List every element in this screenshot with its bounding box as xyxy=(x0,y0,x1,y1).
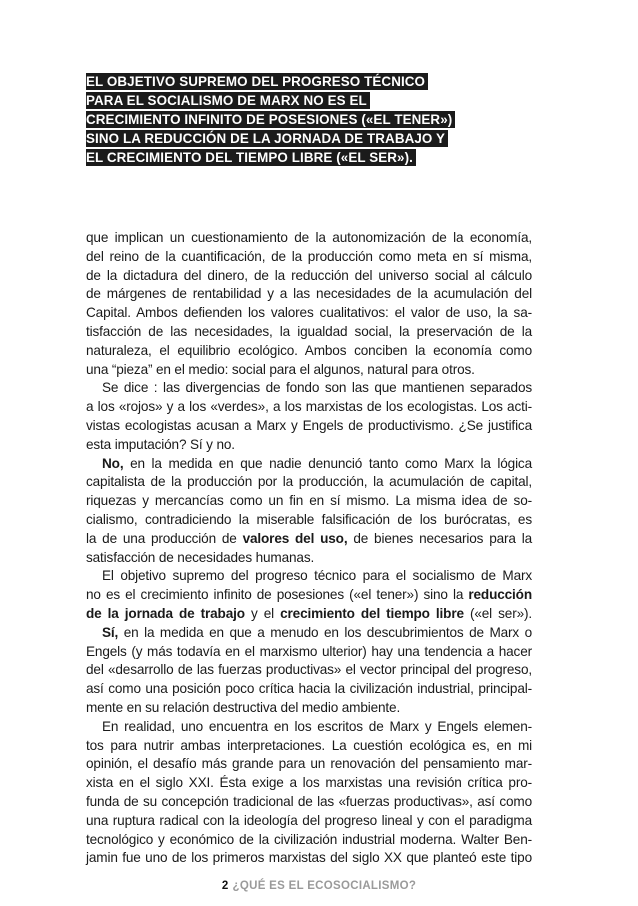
text-line: capitalista de la producción por la producción, la acumulación de capital, xyxy=(86,474,532,490)
text-line: una “pieza” en el medio: social para el algunos, natural para otros. xyxy=(86,361,475,377)
page-footer xyxy=(0,880,638,892)
text-line: Capital. Ambos defienden los valores cualitativos: el valor de uso, la sa- xyxy=(86,305,532,321)
text-line: la de una producción de valores del uso, de bienes necesarios para la xyxy=(86,530,532,546)
text-line: cialismo, contradiciendo la miserable falsificación de los burócratas, es xyxy=(86,511,532,527)
text-line: El objetivo supremo del progreso técnico para el socialismo de Marx xyxy=(102,568,532,584)
text-line: no es el crecimiento infinito de posesiones («el tener») sino la reducción xyxy=(86,587,532,603)
text-line: riquezas y mercancías como un fin en sí mismo. La misma idea de so- xyxy=(86,493,532,509)
text-line: de márgenes de rentabilidad y a las necesidades de la acumulación del xyxy=(86,286,532,302)
page-number: 2 xyxy=(221,880,229,892)
text-line: naturaleza, el equilibrio ecológico. Ambos conciben la economía como xyxy=(86,342,532,358)
running-title: ¿QUÉ ES EL ECOSOCIALISMO? xyxy=(232,880,417,892)
text-line: Se dice : las divergencias de fondo son las que mantienen separados xyxy=(102,380,532,396)
text-line: tisfacción de las necesidades, la igualdad social, la preservación de la xyxy=(86,323,532,339)
pull-quote-line: SINO LA REDUCCIÓN DE LA JORNADA DE TRABAJO Y xyxy=(86,130,448,147)
text-line: tos para nutrir ambas interpretaciones. La cuestión ecológica es, en mi xyxy=(86,737,532,753)
text-line: mente en su relación destructiva del medio ambiente. xyxy=(86,699,401,715)
pull-quote-line: EL CRECIMIENTO DEL TIEMPO LIBRE («EL SER»). xyxy=(86,149,416,166)
text-line: Engels (y más todavía en el marxismo ulterior) hay una tendencia a hacer xyxy=(86,643,532,659)
pull-quote-line: PARA EL SOCIALISMO DE MARX NO ES EL xyxy=(86,92,370,109)
text-line: En realidad, uno encuentra en los escritos de Marx y Engels elemen- xyxy=(102,718,532,734)
text-line: xista en el siglo XXI. Ésta exige a los marxistas una revisión crítica pro- xyxy=(86,775,532,791)
pull-quote-line: EL OBJETIVO SUPREMO DEL PROGRESO TÉCNICO xyxy=(86,73,428,90)
text-line: No, en la medida en que nadie denunció tanto como Marx la lógica xyxy=(102,455,532,471)
text-line: opinión, el desafío más grande para un renovación del pensamiento mar- xyxy=(86,756,532,772)
text-line: tecnológico y económico de la civilización industrial moderna. Walter Ben- xyxy=(86,831,532,847)
text-line: que implican un cuestionamiento de la autonomización de la economía, xyxy=(86,230,532,245)
text-line: de la dictadura del dinero, de la reducción del universo social al cálculo xyxy=(86,267,532,283)
text-line: del «desarrollo de las fuerzas productivas» el vector principal del progreso, xyxy=(86,662,532,678)
text-line: de la jornada de trabajo y el crecimiento del tiempo libre («el ser»). xyxy=(86,605,533,621)
bold-reduccion: reducción xyxy=(468,587,532,603)
bold-valores-del-uso: valores del uso, xyxy=(242,530,348,546)
pull-quote-line: CRECIMIENTO INFINITO DE POSESIONES («EL TENER») xyxy=(86,111,455,128)
bold-jornada: de la jornada de trabajo xyxy=(86,605,245,621)
text-line: vistas ecologistas acusan a Marx y Engels de productivismo. ¿Se justifica xyxy=(86,417,532,433)
bold-si: Sí, xyxy=(102,624,119,640)
body-text xyxy=(86,229,532,868)
text-line: del reino de la cuantificación, de la producción como meta en sí misma, xyxy=(86,248,532,264)
bold-no: No, xyxy=(102,455,124,471)
pull-quote xyxy=(86,73,506,168)
bold-tiempo-libre: crecimiento del tiempo libre xyxy=(280,605,464,621)
text-line: así como una posición poco crítica hacia la civilización industrial, principal- xyxy=(86,681,532,697)
text-line: funda de su concepción tradicional de las «fuerzas productivas», así como xyxy=(86,793,532,809)
text-line: jamin fue uno de los primeros marxistas del siglo XX que planteó este tipo xyxy=(86,850,532,866)
text-line: Sí, en la medida en que a menudo en los descubrimientos de Marx o xyxy=(102,624,532,640)
text-line: una ruptura radical con la ideología del progreso lineal y con el paradigma xyxy=(86,812,532,828)
text-line: satisfacción de necesidades humanas. xyxy=(86,549,315,565)
text-line: a los «rojos» y a los «verdes», a los marxistas de los ecologistas. Los acti- xyxy=(86,399,532,415)
text-line: esta imputación? Sí y no. xyxy=(86,436,235,452)
